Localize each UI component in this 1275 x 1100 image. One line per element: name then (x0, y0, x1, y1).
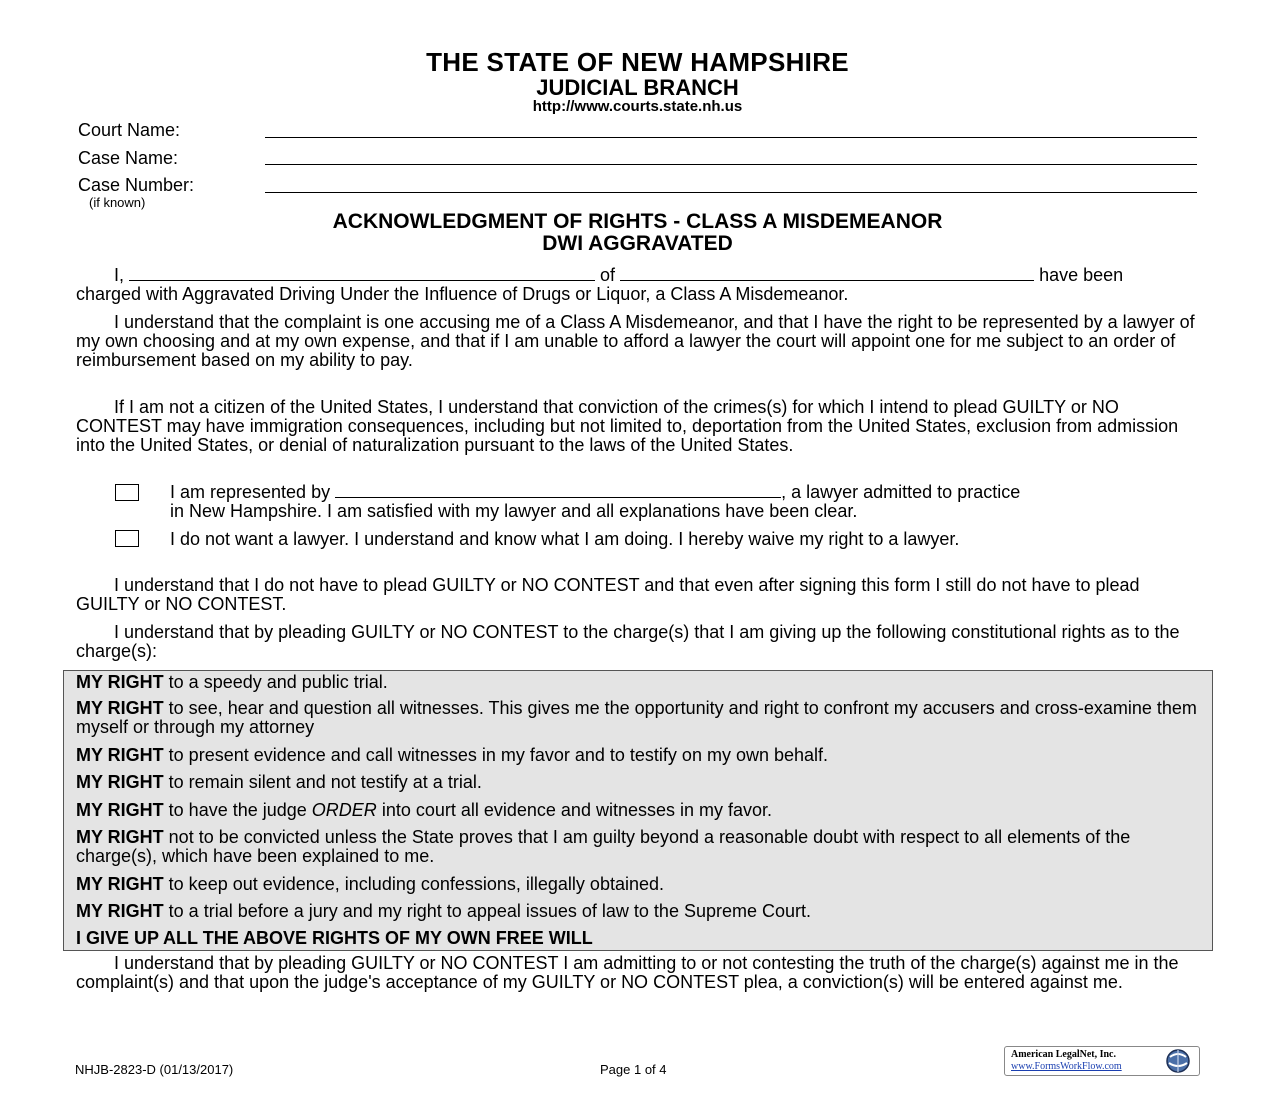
conviction-paragraph: I understand that by pleading GUILTY or NO CONTEST I am admitting to or not contesting the truth of the charge(s) against me in the complaint(s) and that upon the judge's acceptance of my GUILTY or NO CONTEST plea, a conviction(s) will be entered against me. (76, 953, 1179, 992)
intro-have-been: have been (1039, 265, 1124, 285)
court-url: http://www.courts.state.nh.us (532, 98, 743, 115)
represented-option: I am represented by , a lawyer admitted to practice in New Hampshire. I am satisfied with my lawyer and all explanations have been clear. (170, 482, 1021, 521)
form-subtitle: DWI AGGRAVATED (542, 232, 733, 255)
no-lawyer-checkbox[interactable] (115, 530, 139, 547)
defendant-town-blank[interactable] (620, 266, 1034, 281)
rights-box (63, 670, 1213, 951)
logo-company-name: American LegalNet, Inc. (1011, 1049, 1116, 1060)
case-name-label: Case Name: (78, 148, 179, 168)
page-number: Page 1 of 4 (600, 1062, 667, 1077)
branch-title: JUDICIAL BRANCH (536, 75, 739, 100)
american-legalnet-logo[interactable] (1004, 1046, 1200, 1076)
intro-charged: charged with Aggravated Driving Under the Influence of Drugs or Liquor, a Class A Misdemeanor. (76, 284, 849, 304)
right-judge-order: MY RIGHT to have the judge ORDER into court all evidence and witnesses in my favor. (76, 800, 773, 820)
case-number-field[interactable] (265, 192, 1197, 193)
defendant-name-blank[interactable] (129, 266, 595, 281)
give-up-rights-statement: I GIVE UP ALL THE ABOVE RIGHTS OF MY OWN FREE WILL (76, 928, 593, 948)
if-known-note: (if known) (89, 195, 146, 210)
counsel-paragraph: I understand that the complaint is one accusing me of a Class A Misdemeanor, and that I have the right to be represented by a lawyer of my own choosing and at my own expense, and that if I am unable to afford a lawyer the court will appoint one for me subject to an order of reimbursement based on my ability to pay. (76, 312, 1195, 370)
rights-intro-paragraph: I understand that by pleading GUILTY or NO CONTEST to the charge(s) that I am giving up the following constitutional rights as to the charge(s): (76, 622, 1180, 661)
case-name-field[interactable] (265, 164, 1197, 165)
right-question-witnesses: MY RIGHT to see, hear and question all witnesses. This gives me the opportunity and right to confront my accusers and cross-examine them myself or through my attorney (76, 698, 1197, 737)
form-id: NHJB-2823-D (01/13/2017) (75, 1062, 234, 1077)
globe-icon (1163, 1048, 1193, 1074)
court-name-field[interactable] (265, 137, 1197, 138)
right-speedy-trial: MY RIGHT to a speedy and public trial. (76, 672, 388, 692)
intro-i: I, (114, 265, 125, 285)
right-keep-out-evidence: MY RIGHT to keep out evidence, including confessions, illegally obtained. (76, 874, 664, 894)
case-number-label: Case Number: (78, 175, 195, 195)
state-title: THE STATE OF NEW HAMPSHIRE (426, 47, 849, 77)
lawyer-name-blank[interactable] (335, 483, 781, 498)
represented-checkbox[interactable] (115, 484, 139, 501)
intro-of: of (600, 265, 616, 285)
court-name-label: Court Name: (78, 120, 181, 140)
plea-choice-paragraph: I understand that I do not have to plead GUILTY or NO CONTEST and that even after signing this form I still do not have to plead GUILTY or NO CONTEST. (76, 575, 1140, 614)
right-jury-trial: MY RIGHT to a trial before a jury and my right to appeal issues of law to the Supreme Court. (76, 901, 812, 921)
right-reasonable-doubt: MY RIGHT not to be convicted unless the State proves that I am guilty beyond a reasonable doubt with respect to all elements of the charge(s), which have been explained to me. (76, 827, 1131, 866)
intro-paragraph (76, 266, 1201, 304)
right-present-evidence: MY RIGHT to present evidence and call witnesses in my favor and to testify on my own behalf. (76, 745, 829, 765)
immigration-paragraph: If I am not a citizen of the United States, I understand that conviction of the crimes(s) for which I intend to plead GUILTY or NO CONTEST may have immigration consequences, including but not limited to, deportation from the United States, exclusion from admission into the United States, or denial of naturalization pursuant to the laws of the United States. (76, 397, 1179, 455)
form-title: ACKNOWLEDGMENT OF RIGHTS - CLASS A MISDEMEANOR (332, 210, 943, 233)
no-lawyer-option: I do not want a lawyer. I understand and know what I am doing. I hereby waive my right to a lawyer. (170, 529, 960, 549)
logo-url-link[interactable]: www.FormsWorkFlow.com (1011, 1061, 1122, 1072)
right-remain-silent: MY RIGHT to remain silent and not testify at a trial. (76, 772, 482, 792)
